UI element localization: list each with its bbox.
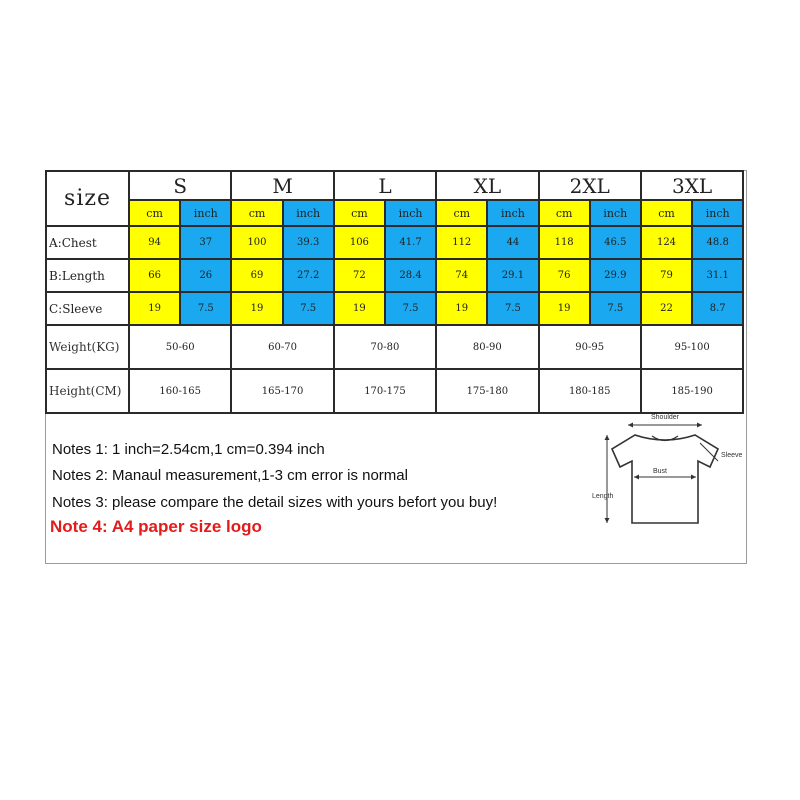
- inch-value: 7.5: [385, 292, 436, 325]
- cm-value: 22: [641, 292, 692, 325]
- cm-value: 19: [129, 292, 180, 325]
- size-name: M: [231, 171, 333, 200]
- inch-value: 7.5: [487, 292, 538, 325]
- inch-value: 7.5: [590, 292, 641, 325]
- inch-value: 29.9: [590, 259, 641, 292]
- note-1: Notes 1: 1 inch=2.54cm,1 cm=0.394 inch: [52, 441, 325, 458]
- inch-value: 29.1: [487, 259, 538, 292]
- measurement-row: [46, 226, 743, 259]
- size-header-row: [46, 171, 743, 200]
- unit-inch-label: inch: [692, 200, 743, 226]
- cm-value: 94: [129, 226, 180, 259]
- tshirt-measurement-diagram: [590, 405, 743, 535]
- inch-value: 48.8: [692, 226, 743, 259]
- range-value: 180-185: [539, 369, 641, 413]
- range-row: [46, 325, 743, 369]
- size-name: S: [129, 171, 231, 200]
- shoulder-label: Shoulder: [650, 414, 680, 421]
- inch-value: 46.5: [590, 226, 641, 259]
- measurement-label: A:Chest: [46, 226, 129, 259]
- cm-value: 106: [334, 226, 385, 259]
- length-label: Length: [592, 493, 614, 500]
- inch-value: 7.5: [283, 292, 334, 325]
- cm-value: 76: [539, 259, 590, 292]
- inch-value: 41.7: [385, 226, 436, 259]
- unit-header-row: [46, 200, 743, 226]
- range-label: Weight(KG): [46, 325, 129, 369]
- range-value: 175-180: [436, 369, 538, 413]
- inch-value: 27.2: [283, 259, 334, 292]
- sleeve-arrow: [700, 443, 718, 461]
- size-table: [45, 170, 744, 414]
- inch-value: 26: [180, 259, 231, 292]
- inch-value: 44: [487, 226, 538, 259]
- cm-value: 69: [231, 259, 282, 292]
- cm-value: 100: [231, 226, 282, 259]
- cm-value: 19: [334, 292, 385, 325]
- measurement-label: B:Length: [46, 259, 129, 292]
- measurement-row: [46, 259, 743, 292]
- cm-value: 112: [436, 226, 487, 259]
- unit-inch-label: inch: [180, 200, 231, 226]
- inch-value: 39.3: [283, 226, 334, 259]
- sleeve-label: Sleeve: [721, 452, 743, 459]
- inch-value: 7.5: [180, 292, 231, 325]
- range-label: Height(CM): [46, 369, 129, 413]
- range-value: 50-60: [129, 325, 231, 369]
- cm-value: 124: [641, 226, 692, 259]
- range-value: 185-190: [641, 369, 743, 413]
- measurement-label: C:Sleeve: [46, 292, 129, 325]
- unit-cm-label: cm: [436, 200, 487, 226]
- unit-cm-label: cm: [334, 200, 385, 226]
- unit-cm-label: cm: [641, 200, 692, 226]
- cm-value: 118: [539, 226, 590, 259]
- range-value: 60-70: [231, 325, 333, 369]
- unit-inch-label: inch: [385, 200, 436, 226]
- inch-value: 37: [180, 226, 231, 259]
- inch-value: 8.7: [692, 292, 743, 325]
- range-value: 70-80: [334, 325, 436, 369]
- measurement-row: [46, 292, 743, 325]
- bust-label: Bust: [652, 468, 668, 475]
- size-name: XL: [436, 171, 538, 200]
- cm-value: 74: [436, 259, 487, 292]
- unit-cm-label: cm: [129, 200, 180, 226]
- unit-cm-label: cm: [231, 200, 282, 226]
- cm-value: 72: [334, 259, 385, 292]
- unit-cm-label: cm: [539, 200, 590, 226]
- note-3: Notes 3: please compare the detail sizes with yours befort you buy!: [52, 494, 498, 511]
- cm-value: 66: [129, 259, 180, 292]
- cm-value: 19: [539, 292, 590, 325]
- range-value: 170-175: [334, 369, 436, 413]
- range-value: 160-165: [129, 369, 231, 413]
- cm-value: 79: [641, 259, 692, 292]
- cm-value: 19: [231, 292, 282, 325]
- note-4: Note 4: A4 paper size logo: [50, 517, 262, 536]
- inch-value: 31.1: [692, 259, 743, 292]
- range-value: 165-170: [231, 369, 333, 413]
- range-value: 90-95: [539, 325, 641, 369]
- range-value: 95-100: [641, 325, 743, 369]
- size-name: 3XL: [641, 171, 743, 200]
- unit-inch-label: inch: [283, 200, 334, 226]
- size-name: 2XL: [539, 171, 641, 200]
- unit-inch-label: inch: [487, 200, 538, 226]
- unit-inch-label: inch: [590, 200, 641, 226]
- inch-value: 28.4: [385, 259, 436, 292]
- note-2: Notes 2: Manaul measurement,1-3 cm error is normal: [52, 467, 408, 484]
- size-corner-label: size: [46, 171, 129, 226]
- range-value: 80-90: [436, 325, 538, 369]
- cm-value: 19: [436, 292, 487, 325]
- tshirt-outline-icon: [612, 435, 718, 523]
- size-name: L: [334, 171, 436, 200]
